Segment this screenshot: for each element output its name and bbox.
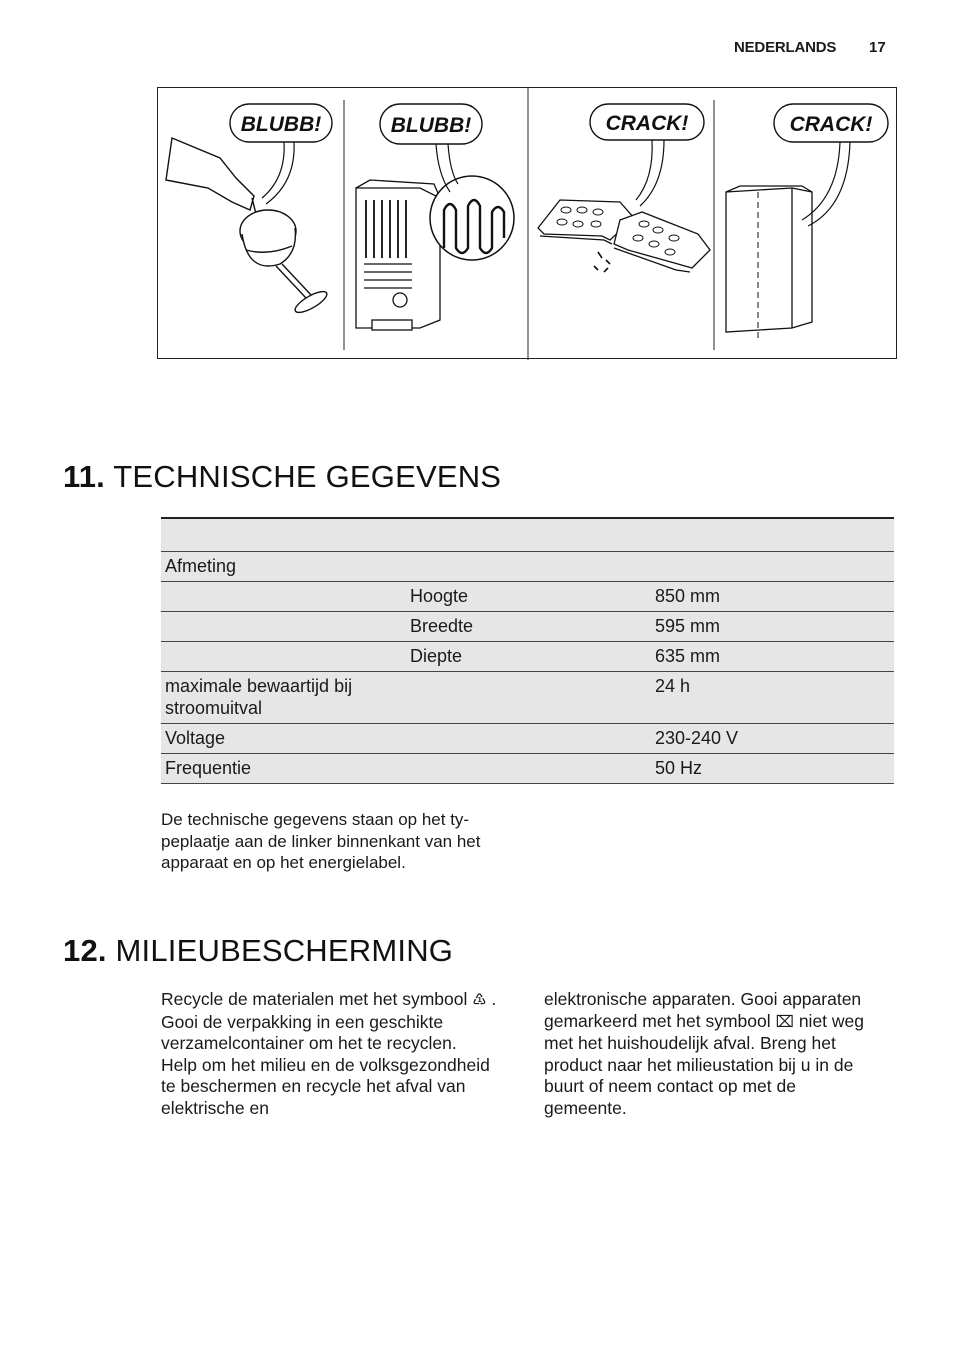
text-span: niet weg met het huishoudelijk afval. Breng het product naar het milieustation bij u in de buurt of neem contact op met de gemeente. [544,1010,865,1118]
crossed-bin-icon: ⌧ [775,1013,794,1031]
table-cell: Diepte [410,645,463,666]
paragraph [161,989,501,1055]
environment-text-left [161,989,501,1120]
table-cell [406,723,651,753]
environment-text-right [544,989,874,1120]
table-row [161,551,894,581]
table-cell: Hoogte [410,585,469,606]
table-cell [651,551,894,581]
table-cell [651,518,894,551]
table-cell: 850 mm [655,585,721,606]
header-language: NEDERLANDS [734,39,837,56]
table-cell: 24 h [655,675,691,696]
section-title: MILIEUBESCHERMING [115,933,454,968]
table-cell: Frequentie [165,757,252,778]
noise-illustration [158,88,898,360]
bubble-text: CRACK! [789,113,873,136]
table-cell [161,581,406,611]
illustration-panel [157,87,897,359]
table-cell [161,641,406,671]
table-cell [406,753,651,783]
table-cell [406,551,651,581]
table-cell [161,611,406,641]
section-number: 12. [63,933,107,968]
section-title: TECHNISCHE GEGEVENS [113,459,502,494]
text-span: Recycle de materialen met het symbool [161,989,468,1009]
coil-detail-drawing [430,176,514,260]
fridge-back-drawing [356,180,440,330]
text-span: elektronische apparaten. Gooi apparaten gemarkeerd met het symbool [544,989,862,1031]
table-row [161,611,894,641]
recycle-icon: ♳ [472,992,487,1009]
section-number: 11. [63,459,105,494]
ice-tray-drawing [538,200,710,272]
table-cell: 230-240 V [655,727,739,748]
table-cell: Voltage [165,727,226,748]
table-note: De technische gegevens staan op het ty- peplaatje aan de linker binnenkant van het apparaat en op het energielabel. [161,810,481,872]
table-cell: Breedte [410,615,474,636]
section-heading-technical-data [63,459,501,495]
table-cell [406,671,651,723]
table-row [161,753,894,783]
technical-data-table [161,517,894,784]
table-row [161,641,894,671]
table-cell: 635 mm [655,645,721,666]
table-cell [161,518,406,551]
table-cell: 50 Hz [655,757,703,778]
text-span: . Gooi de verpakking in een geschikte verzamelcontainer om het te recyclen. [161,989,497,1054]
bubble-text: BLUBB! [390,114,472,137]
paragraph [544,989,874,1120]
table-row [161,518,894,551]
table-row [161,671,894,723]
table-cell: 595 mm [655,615,721,636]
page-number: 17 [869,39,886,56]
table-row [161,581,894,611]
section-heading-environment [63,933,453,969]
table-cell: maximale bewaartijd bij stroomuitval [165,675,353,718]
bubble-text: BLUBB! [240,113,322,136]
paragraph: Help om het milieu en de volksgezondheid te beschermen en recycle het afval van elektrische en [161,1054,490,1118]
fridge-front-drawing [726,186,812,338]
table-cell [406,518,651,551]
bottle-glass-drawing [166,138,330,316]
table-row [161,723,894,753]
table-cell: Afmeting [165,555,237,576]
bubble-text: CRACK! [605,112,689,135]
speech-bubble [590,104,704,206]
